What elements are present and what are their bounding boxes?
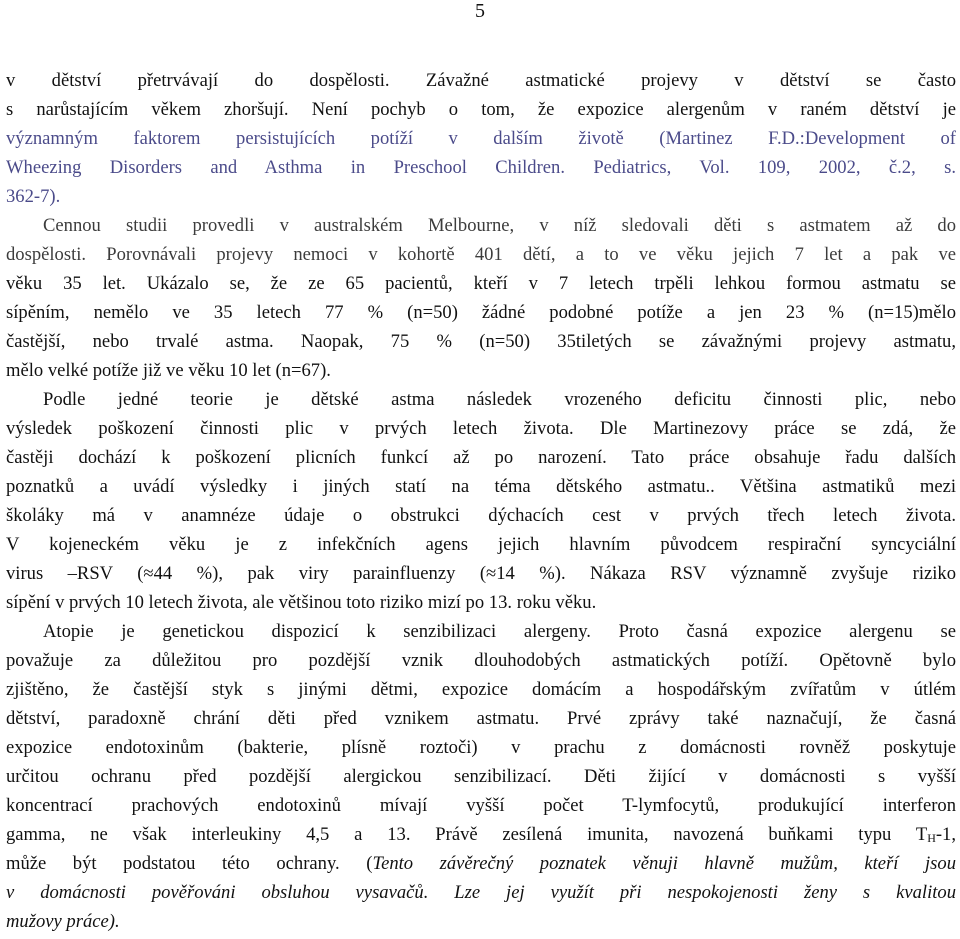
text-line: považuje za důležitou pro pozdější vznik dlouhodobých astmatických potíží. Opětovně bylo	[6, 650, 956, 671]
text-line: zjištěno, že častější styk s jinými dětmi, expozice domácím a hospodářským zvířatům v útlém	[6, 679, 956, 700]
paragraph-start: Cennou studii provedli v australském Melbourne, v níž sledovali děti s astmatem až do	[43, 215, 956, 236]
text-line: určitou ochranu před pozdější alergickou senzibilizací. Děti žijící v domácnosti s vyšší	[6, 766, 956, 787]
text-line: dětství, paradoxně chrání děti před vznikem astmatu. Prvé zprávy také naznačují, že časná	[6, 708, 956, 729]
italic-text: mužovy práce).	[6, 911, 120, 932]
text-line: výsledek poškození činnosti plic v prvých letech života. Dle Martinezovy práce se zdá, že	[6, 418, 956, 439]
text-line: dospělosti. Porovnávali projevy nemoci v kohortě 401 dětí, a to ve věku jejich 7 let a pak ve	[6, 244, 956, 265]
text-line: v dětství přetrvávají do dospělosti. Závažné astmatické projevy v dětství se často	[6, 70, 956, 91]
text-line-italic	[6, 878, 956, 907]
text-line: věku 35 let. Ukázalo se, že ze 65 pacientů, kteří v 7 letech trpěli lehkou formou astmatu se	[6, 273, 956, 294]
paragraph-start: Atopie je genetickou dispozicí k senzibilizaci alergeny. Proto časná expozice alergenu se	[43, 621, 956, 642]
text-line: poznatků a uvádí výsledky i jiných statí na téma dětského astmatu.. Většina astmatiků mezi	[6, 476, 956, 497]
text-line: častěji dochází k poškození plicních funkcí až po narození. Tato práce obsahuje řadu dalších	[6, 447, 956, 468]
text-segment: může být podstatou této ochrany. (	[6, 853, 373, 874]
document-body	[6, 66, 956, 936]
text-line-citation: Wheezing Disorders and Asthma in Preschool Children. Pediatrics, Vol. 109, 2002, č.2, s.	[6, 157, 956, 178]
text-line: sípěním, nemělo ve 35 letech 77 % (n=50) žádné podobné potíže a jen 23 % (n=15)mělo	[6, 302, 956, 323]
text-line: sípění v prvých 10 letech života, ale většinou toto riziko mizí po 13. roku věku.	[6, 592, 597, 613]
text-line-citation: 362-7).	[6, 186, 61, 207]
text-line: školáky má v anamnéze údaje o obstrukci dýchacích cest v prvých třech letech života.	[6, 505, 956, 526]
page-number: 5	[475, 0, 485, 22]
subscript-text: H	[927, 831, 936, 845]
text-segment: gamma, ne však interleukiny 4,5 a 13. Právě zesílená imunita, navozená buňkami typu T	[6, 824, 928, 845]
text-line-with-subscript	[6, 820, 956, 849]
text-line-italic	[6, 907, 956, 936]
text-line: koncentrací prachových endotoxinů mívají vyšší počet T-lymfocytů, produkující interferon	[6, 795, 956, 816]
paragraph-start: Podle jedné teorie je dětské astma následek vrozeného deficitu činnosti plic, nebo	[43, 389, 956, 410]
text-line-mixed	[6, 849, 956, 878]
text-line-citation: významným faktorem persistujících potíží v dalším životě (Martinez F.D.:Development of	[6, 128, 956, 149]
text-line: V kojeneckém věku je z infekčních agens jejich hlavním původcem respirační syncyciální	[6, 534, 956, 555]
text-line: expozice endotoxinům (bakterie, plísně roztoči) v prachu z domácnosti rovněž poskytuje	[6, 737, 956, 758]
text-line: mělo velké potíže již ve věku 10 let (n=67).	[6, 360, 331, 381]
text-line: virus –RSV (≈44 %), pak viry parainfluenzy (≈14 %). Nákaza RSV významně zvyšuje riziko	[6, 563, 956, 584]
text-segment: -1,	[935, 824, 956, 845]
italic-text: Tento závěrečný poznatek věnuji hlavně mužům, kteří jsou	[372, 853, 956, 874]
text-line: častější, nebo trvalé astma. Naopak, 75 % (n=50) 35tiletých se závažnými projevy astmatu,	[6, 331, 956, 352]
text-line: s narůstajícím věkem zhoršují. Není pochyb o tom, že expozice alergenům v raném dětství je	[6, 99, 956, 120]
italic-text: v domácnosti pověřováni obsluhou vysavačů. Lze jej využít při nespokojenosti ženy s kvalitou	[6, 882, 956, 903]
